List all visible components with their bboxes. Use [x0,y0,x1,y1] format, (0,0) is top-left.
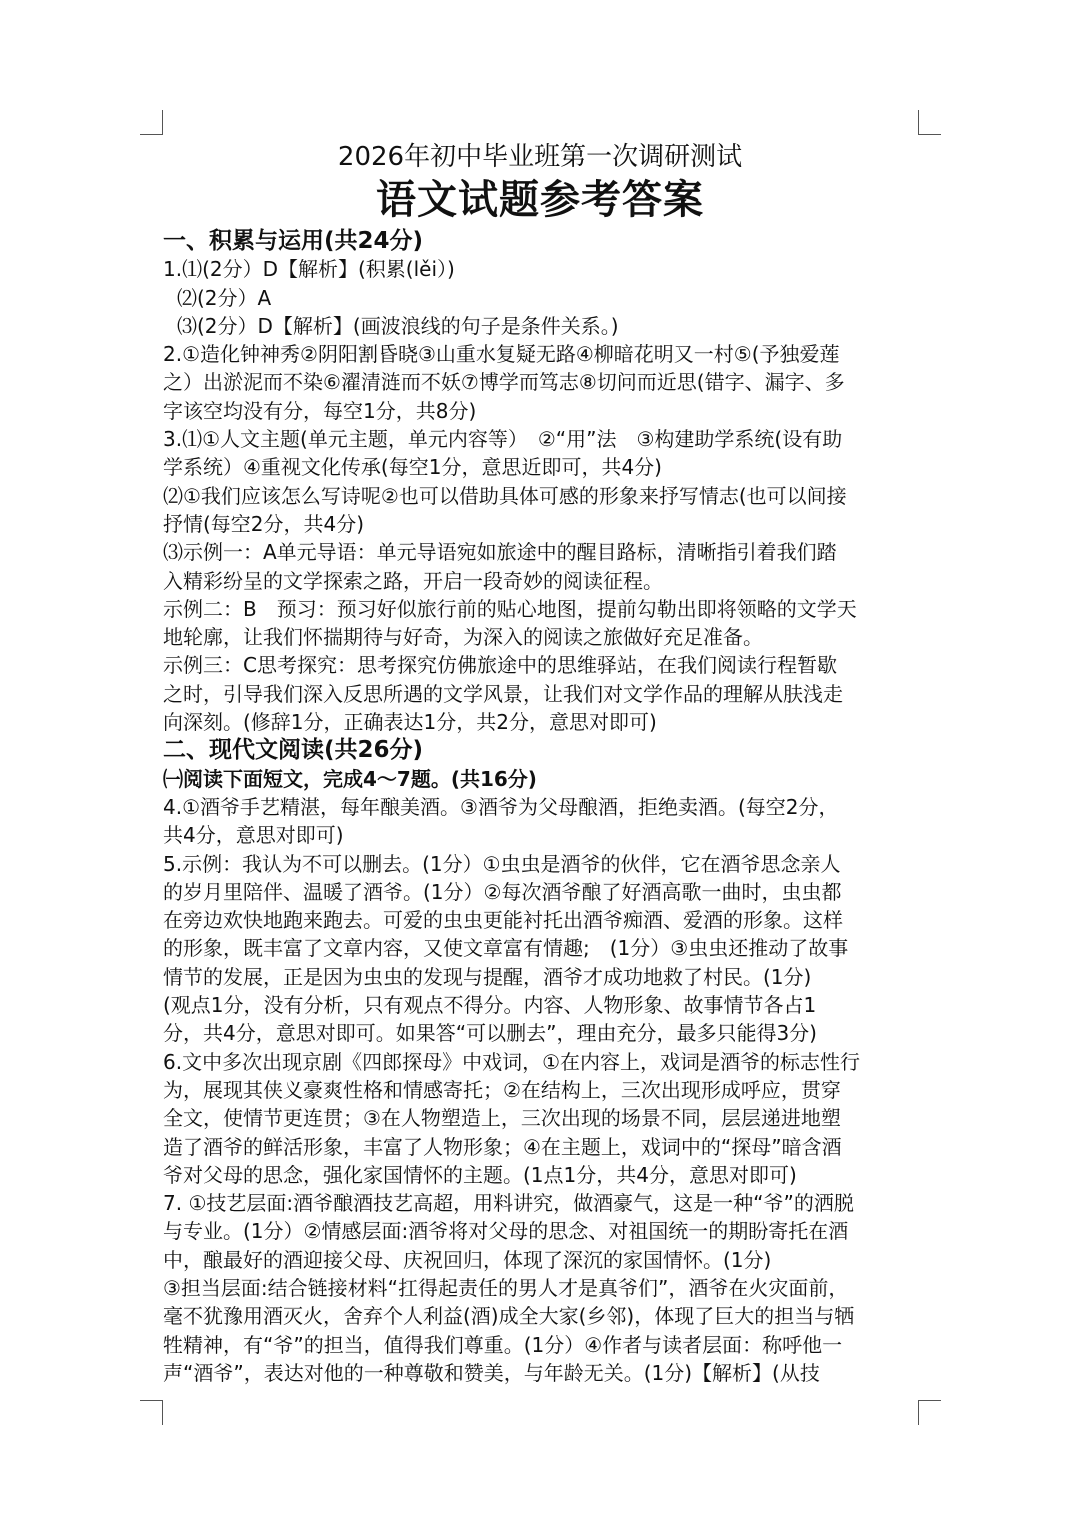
text-line: 爷对父母的思念，强化家国情怀的主题。(1点1分，共4分，意思对即可) [163,1162,797,1187]
text-line: 分，共4分，意思对即可。如果答“可以删去”，理由充分，最多只能得3分) [163,1021,817,1046]
text-line: ⑵(2分）A [177,285,272,310]
text-line: 6.文中多次出现京剧《四郎探母》中戏词，①在内容上，戏词是酒爷的标志性行 [163,1049,861,1074]
text-line: 声“酒爷”，表达对他的一种尊敬和赞美，与年龄无关。(1分)【解析】(从技 [163,1360,820,1385]
text-line: 的形象，既丰富了文章内容，又使文章富有情趣; (1分）③虫虫还推动了故事 [163,936,849,961]
text-line: 为，展现其侠义豪爽性格和情感寄托；②在结构上，三次出现形成呼应，贯穿 [163,1077,841,1102]
text-line: 2.①造化钟神秀②阴阳割昏晓③山重水复疑无路④柳暗花明又一村⑤(予独爱莲 [163,342,840,367]
text-line: 入精彩纷呈的文学探索之路，开启一段奇妙的阅读征程。 [163,568,663,593]
text-line: 4.①酒爷手艺精湛，每年酿美酒。③酒爷为父母酿酒，拒绝卖酒。(每空2分， [163,794,839,819]
text-line: 情节的发展，正是因为虫虫的发现与提醒，酒爷才成功地救了村民。(1分) [163,964,812,989]
text-line: 之）出淤泥而不染⑥濯清涟而不妖⑦博学而笃志⑧切问而近思(错字、漏字、多 [163,370,845,395]
text-line: (观点1分，没有分析，只有观点不得分。内容、人物形象、故事情节各占1 [163,993,817,1018]
text-line: 7. ①技艺层面:酒爷酿酒技艺高超，用料讲究，做酒豪气，这是一种“爷”的洒脱 [163,1191,854,1216]
text-line: 示例二：B 预习：预习好似旅行前的贴心地图，提前勾勒出即将领略的文学天 [163,596,857,621]
text-line: 之时，引导我们深入反思所遇的文学风景，让我们对文学作品的理解从肤浅走 [163,681,843,706]
text-line: 向深刻。(修辞1分，正确表达1分，共2分，意思对即可) [163,710,657,735]
answer-body [163,227,923,1387]
text-line: 示例三：C思考探究：思考探究仿佛旅途中的思维驿站，在我们阅读行程暂歇 [163,653,837,678]
text-line: 的岁月里陪伴、温暖了酒爷。(1分）②每次酒爷酿了好酒高歌一曲时，虫虫都 [163,879,842,904]
text-line: ⑶示例一：A单元导语：单元导语宛如旅途中的醒目路标，清晰指引着我们踏 [163,540,837,565]
text-line: 中，酿最好的酒迎接父母、庆祝回归，体现了深沉的家国情怀。(1分) [163,1247,772,1272]
text-line: 造了酒爷的鲜活形象，丰富了人物形象；④在主题上，戏词中的“探母”暗含酒 [163,1134,842,1159]
crop-mark-top-left [140,110,163,135]
text-line: ③担当层面:结合链接材料“扛得起责任的男人才是真爷们”，酒爷在火灾面前， [163,1275,849,1300]
text-line: 1.⑴(2分）D【解析】(积累(lěi）) [163,257,455,282]
exam-subtitle: 2026年初中毕业班第一次调研测试 [337,142,743,172]
subsection-heading: ㈠阅读下面短文，完成4～7题。(共16分) [163,766,537,791]
text-line: 抒情(每空2分，共4分) [163,511,365,536]
text-line: ⑵①我们应该怎么写诗呢②也可以借助具体可感的形象来抒写情志(也可以间接 [163,483,847,508]
text-line: 牲精神，有“爷”的担当，值得我们尊重。(1分）④作者与读者层面：称呼他一 [163,1332,843,1357]
text-line: 在旁边欢快地跑来跑去。可爱的虫虫更能衬托出酒爷痴酒、爱酒的形象。这样 [163,908,843,933]
text-line: 与专业。(1分）②情感层面:酒爷将对父母的思念、对祖国统一的期盼寄托在酒 [163,1219,849,1244]
text-line: 学系统）④重视文化传承(每空1分，意思近即可，共4分) [163,455,662,480]
crop-mark-top-right [918,110,941,135]
text-line: 5.示例：我认为不可以删去。(1分）①虫虫是酒爷的伙伴，它在酒爷思念亲人 [163,851,841,876]
text-line: 毫不犹豫用酒灭火，舍弃个人利益(酒)成全大家(乡邻)，体现了巨大的担当与牺 [163,1304,855,1329]
text-line: 字该空均没有分，每空1分，共8分) [163,398,477,423]
text-line: 地轮廓，让我们怀揣期待与好奇，为深入的阅读之旅做好充足准备。 [163,625,763,650]
section-heading-1: 一、积累与运用(共24分) [163,228,424,254]
crop-mark-bottom-right [918,1400,941,1425]
crop-mark-bottom-left [140,1400,163,1425]
text-line: 3.⑴①人文主题(单元主题，单元内容等） ②“用”法 ③构建助学系统(设有助 [163,427,843,452]
section-heading-2: 二、现代文阅读(共26分) [163,737,424,764]
text-line: 全文，使情节更连贯；③在人物塑造上，三次出现的场景不同，层层递进地塑 [163,1106,841,1131]
document-title: 语文试题参考答案 [376,177,704,223]
text-line: ⑶(2分）D【解析】(画波浪线的句子是条件关系。) [177,313,619,338]
text-line: 共4分，意思对即可) [163,823,344,848]
